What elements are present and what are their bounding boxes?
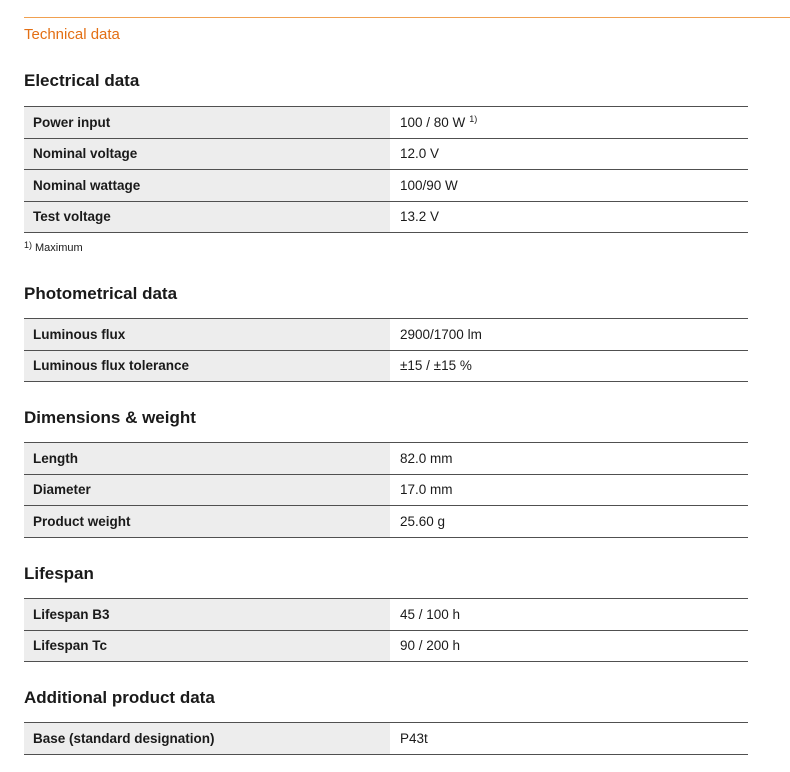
table-row	[24, 139, 748, 171]
table-row	[24, 319, 748, 351]
table-row	[24, 443, 748, 475]
footnote	[24, 242, 83, 254]
row-label: Lifespan B3	[24, 599, 390, 630]
dimensions-data-table	[24, 442, 748, 538]
top-rule	[24, 17, 790, 18]
value-text: 100 / 80 W	[400, 114, 466, 130]
footnote-marker: 1)	[24, 240, 33, 250]
section-heading-dimensions: Dimensions & weight	[24, 408, 196, 427]
row-label: Power input	[24, 107, 390, 138]
row-value: 82.0 mm	[400, 450, 453, 466]
table-row	[24, 506, 748, 538]
table-row	[24, 351, 748, 383]
row-value: 90 / 200 h	[400, 638, 461, 654]
row-value	[390, 107, 748, 138]
table-row	[24, 599, 748, 631]
row-label: Luminous flux	[24, 319, 390, 350]
row-value: 12.0 V	[400, 146, 440, 162]
table-row	[24, 475, 748, 507]
section-heading-lifespan: Lifespan	[24, 564, 94, 583]
row-label: Test voltage	[24, 202, 390, 233]
row-value: P43t	[400, 730, 428, 746]
electrical-data-table	[24, 106, 748, 233]
lifespan-data-table	[24, 598, 748, 662]
row-value: 45 / 100 h	[400, 606, 461, 622]
row-label: Diameter	[24, 475, 390, 506]
row-label: Luminous flux tolerance	[24, 351, 390, 382]
additional-data-table	[24, 722, 748, 755]
table-row	[24, 631, 748, 663]
row-value: ±15 / ±15 %	[400, 358, 472, 374]
page-title: Technical data	[24, 26, 120, 43]
section-heading-additional: Additional product data	[24, 688, 215, 707]
row-label: Lifespan Tc	[24, 631, 390, 662]
footnote-text: Maximum	[35, 242, 83, 254]
row-label: Nominal voltage	[24, 139, 390, 170]
photometrical-data-table	[24, 318, 748, 382]
row-label: Length	[24, 443, 390, 474]
row-label: Product weight	[24, 506, 390, 537]
row-value: 100/90 W	[400, 177, 458, 193]
row-value: 25.60 g	[400, 513, 446, 529]
footnote-reference: 1)	[469, 114, 478, 125]
row-value: 13.2 V	[400, 209, 440, 225]
table-row	[24, 202, 748, 234]
table-row	[24, 107, 748, 139]
row-label: Nominal wattage	[24, 170, 390, 201]
row-value: 2900/1700 lm	[400, 326, 482, 342]
section-heading-photometrical: Photometrical data	[24, 284, 178, 303]
row-label: Base (standard designation)	[24, 723, 390, 754]
row-value: 17.0 mm	[400, 482, 453, 498]
table-row	[24, 723, 748, 755]
section-heading-electrical: Electrical data	[24, 71, 140, 90]
table-row	[24, 170, 748, 202]
